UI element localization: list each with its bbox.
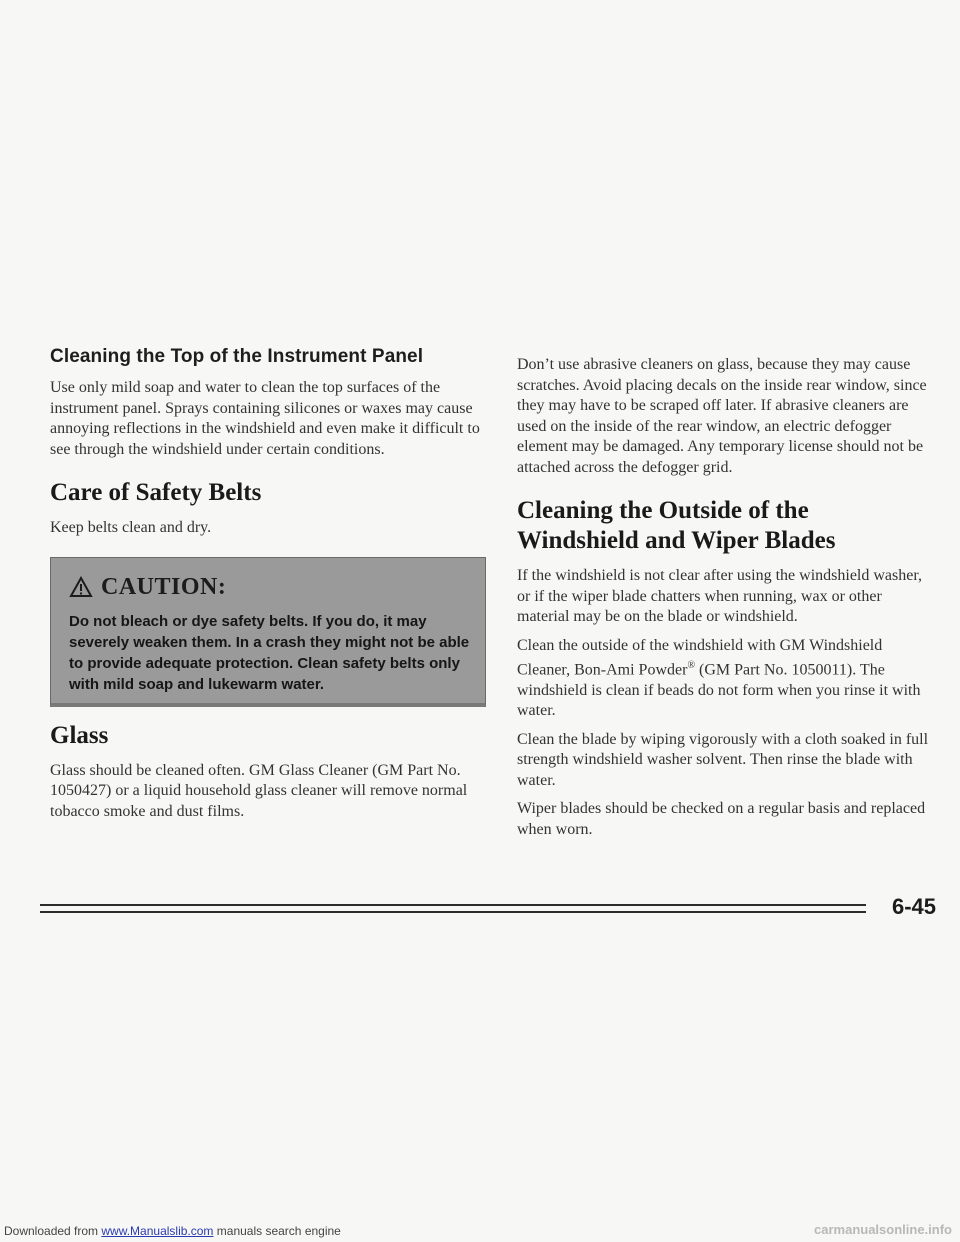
caution-box [50,557,486,707]
glass-heading: Glass [50,721,109,749]
manualslib-link[interactable]: www.Manualslib.com [101,1224,214,1238]
footer-rule [40,904,906,918]
safety-belts-text: Keep belts clean and dry. [50,519,212,536]
warning-triangle-icon [69,576,93,598]
watermark: carmanualsonline.info [814,1222,952,1237]
abrasive-cleaners-text: Don’t use abrasive cleaners on glass, because they may cause scratches. Avoid placing decals on the inside rear window, since they may have to be scraped off later. If abrasive cleaners are used on the inside of the rear window, an electric defogger element may be damaged. Any temporary license should not be attached across the defogger grid. [517,356,927,476]
safety-belts-heading: Care of Safety Belts [50,479,262,506]
page-number: 6-45 [866,894,936,920]
instrument-panel-text: Use only mild soap and water to clean the top surfaces of the instrument panel. Sprays containing silicones or waxes may cause annoying reflections in the windshield and even make it difficult to see through the windshield under certain conditions. [50,379,480,458]
windshield-text-3: Clean the blade by wiping vigorously with a cloth soaked in full strength windshield washer solvent. Then rinse the blade with water. [517,730,929,789]
download-notice: Downloaded from www.Manualslib.com manuals search engine [4,1224,341,1238]
windshield-text-1: If the windshield is not clear after using the windshield washer, or if the wiper blade chatters when running, wax or other material may be on the blade or windshield. [517,567,923,625]
left-column [50,346,490,830]
windshield-text-2: Clean the outside of the windshield with GM Windshield Cleaner, Bon-Ami Powder® (GM Part No. 1050011). The windshield is clean if beads do not form when you rinse it with water. [517,636,921,720]
caution-title [69,574,471,601]
instrument-panel-heading: Cleaning the Top of the Instrument Panel [50,346,424,367]
caution-label: CAUTION: [101,573,227,600]
windshield-text-4: Wiper blades should be checked on a regular basis and replaced when worn. [517,800,926,838]
right-column [517,355,932,848]
caution-text: Do not bleach or dye safety belts. If you do, it may severely weaken them. In a crash they might not be able to provide adequate protection. Clean safety belts only with mild soap and lukewarm water. [69,612,470,693]
windshield-heading: Cleaning the Outside of the Windshield and Wiper Blades [517,497,836,554]
glass-text: Glass should be cleaned often. GM Glass Cleaner (GM Part No. 1050427) or a liquid household glass cleaner will remove normal tobacco smoke and dust films. [50,761,468,820]
